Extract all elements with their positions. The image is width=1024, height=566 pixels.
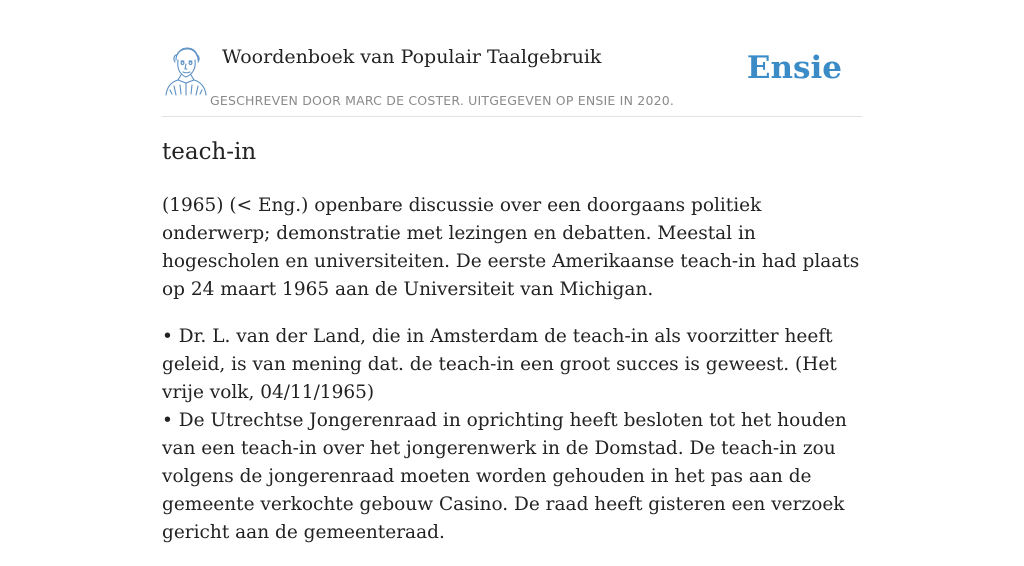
byline: GESCHREVEN DOOR MARC DE COSTER. UITGEGEVEN OP ENSIE IN 2020. bbox=[210, 93, 675, 108]
entry-content bbox=[162, 192, 874, 566]
header bbox=[162, 40, 862, 117]
entry-definition: (1965) (< Eng.) openbare discussie over een doorgaans politiek onderwerp; demonstratie met lezingen en debatten. Meestal in hogescholen en universiteiten. De eerste Amerikaanse teach-in had plaats op 24 maart 1965 aan de Universiteit van Michigan. bbox=[162, 195, 860, 300]
author-portrait-icon bbox=[164, 46, 208, 96]
ensie-logo-link[interactable]: Ensie bbox=[746, 50, 842, 86]
entry-quotes bbox=[162, 323, 874, 547]
entry-quote: • Dr. L. van der Land, die in Amsterdam de teach-in als voorzitter heeft geleid, is van mening dat. de teach-in een groot succes is geweest. (Het vrije volk, 04/11/1965) bbox=[162, 326, 837, 403]
entry-headword: teach-in bbox=[162, 139, 257, 165]
entry-quote: • De Utrechtse Jongerenraad in oprichting heeft besloten tot het houden van een teach-in over het jongerenwerk in de Domstad. De teach-in zou volgens de jongerenraad moeten worden gehouden in het pas aan de gemeente verkochte gebouw Casino. De raad heeft gisteren een verzoek gericht aan de gemeenteraad. bbox=[162, 410, 847, 543]
book-title[interactable]: Woordenboek van Populair Taalgebruik bbox=[222, 46, 602, 68]
